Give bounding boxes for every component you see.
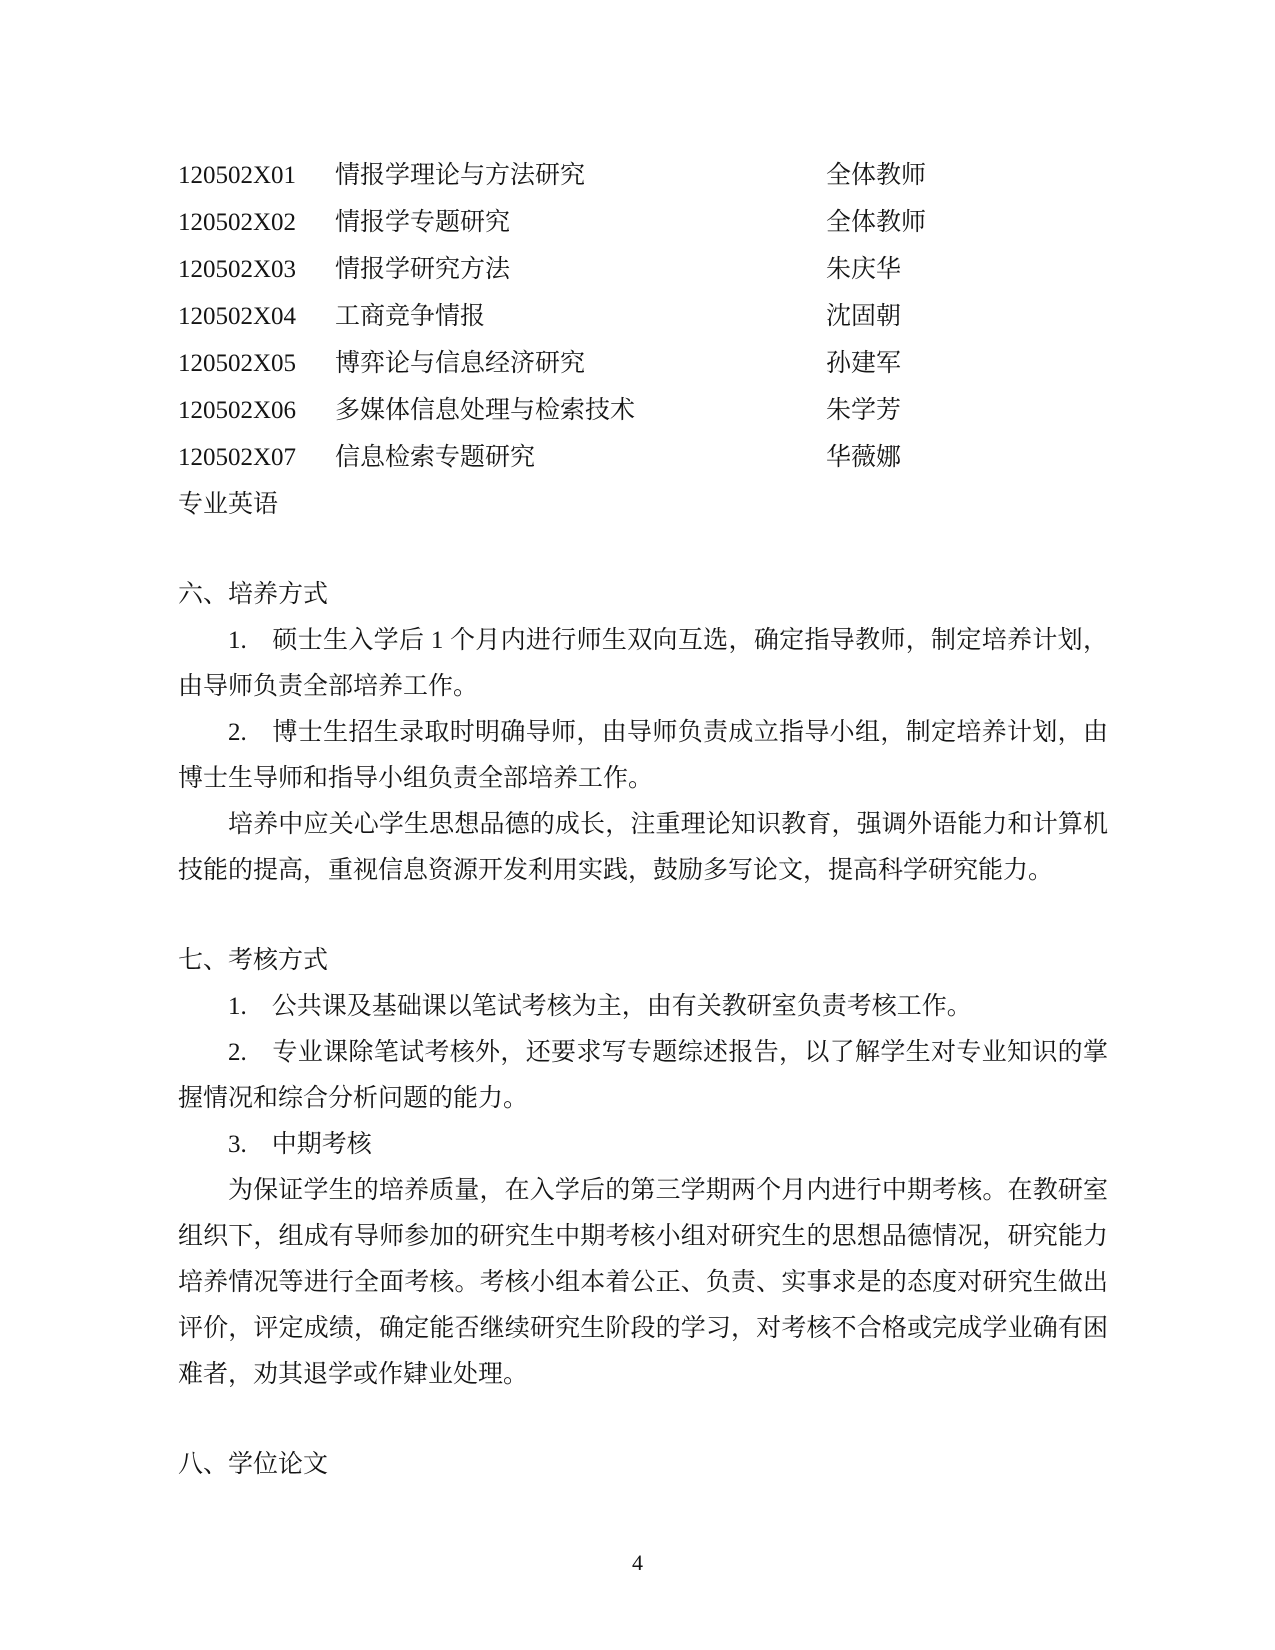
course-teacher: 朱庆华 xyxy=(826,256,902,283)
section-heading-assessment-method: 七、考核方式 xyxy=(178,947,329,974)
course-teacher: 沈固朝 xyxy=(826,303,902,330)
course-name: 博弈论与信息经济研究 xyxy=(335,350,586,377)
section-heading-degree-thesis: 八、学位论文 xyxy=(178,1451,329,1478)
section-body-assessment-method xyxy=(178,984,1108,1398)
course-name: 情报学专题研究 xyxy=(335,209,511,236)
section-heading-training-method: 六、培养方式 xyxy=(178,581,329,608)
course-row xyxy=(178,246,1108,293)
course-name: 情报学理论与方法研究 xyxy=(335,162,586,189)
course-name: 工商竞争情报 xyxy=(335,303,486,330)
course-name: 信息检索专题研究 xyxy=(335,444,536,471)
course-teacher: 华薇娜 xyxy=(826,444,902,471)
paragraph: 为保证学生的培养质量，在入学后的第三学期两个月内进行中期考核。在教研室组织下，组成有导师参加的研究生中期考核小组对研究生的思想品德情况，研究能力培养情况等进行全面考核。考核小组本着公正、负责、实事求是的态度对研究生做出评价，评定成绩，确定能否继续研究生阶段的学习，对考核不合格或完成学业确有困难者，劝其退学或作肄业处理。 xyxy=(178,1177,1108,1388)
course-teacher: 孙建军 xyxy=(826,350,902,377)
course-row xyxy=(178,199,1108,246)
course-row xyxy=(178,387,1108,434)
paragraph: 1. 硕士生入学后 1 个月内进行师生双向互选，确定指导教师，制定培养计划，由导师负责全部培养工作。 xyxy=(178,627,1108,700)
course-name: 多媒体信息处理与检索技术 xyxy=(335,397,636,424)
course-code: 120502X04 xyxy=(178,303,297,330)
course-teacher: 全体教师 xyxy=(826,162,927,189)
section-training-method xyxy=(178,572,1108,894)
extra-course-label: 专业英语 xyxy=(178,491,279,518)
course-row xyxy=(178,434,1108,481)
course-code: 120502X03 xyxy=(178,256,297,283)
course-code: 120502X06 xyxy=(178,397,297,424)
paragraph: 3. 中期考核 xyxy=(228,1131,372,1158)
course-list xyxy=(178,152,1108,481)
course-row xyxy=(178,340,1108,387)
course-row xyxy=(178,152,1108,199)
section-body-training-method xyxy=(178,618,1108,894)
course-teacher: 全体教师 xyxy=(826,209,927,236)
page-number: 4 xyxy=(632,1550,643,1575)
course-code: 120502X01 xyxy=(178,162,297,189)
course-name: 情报学研究方法 xyxy=(335,256,511,283)
paragraph: 1. 公共课及基础课以笔试考核为主，由有关教研室负责考核工作。 xyxy=(228,993,972,1020)
course-teacher: 朱学芳 xyxy=(826,397,902,424)
course-code: 120502X05 xyxy=(178,350,297,377)
course-code: 120502X07 xyxy=(178,444,297,471)
course-code: 120502X02 xyxy=(178,209,297,236)
paragraph: 2. 专业课除笔试考核外，还要求写专题综述报告，以了解学生对专业知识的掌握情况和综合分析问题的能力。 xyxy=(178,1039,1108,1112)
section-degree-thesis xyxy=(178,1442,1108,1488)
section-assessment-method xyxy=(178,938,1108,1398)
paragraph: 培养中应关心学生思想品德的成长，注重理论知识教育，强调外语能力和计算机技能的提高，重视信息资源开发利用实践，鼓励多写论文，提高科学研究能力。 xyxy=(178,811,1108,884)
paragraph: 2. 博士生招生录取时明确导师，由导师负责成立指导小组，制定培养计划，由博士生导师和指导小组负责全部培养工作。 xyxy=(178,719,1108,792)
course-row xyxy=(178,293,1108,340)
course-list-extra-row xyxy=(178,481,1108,528)
